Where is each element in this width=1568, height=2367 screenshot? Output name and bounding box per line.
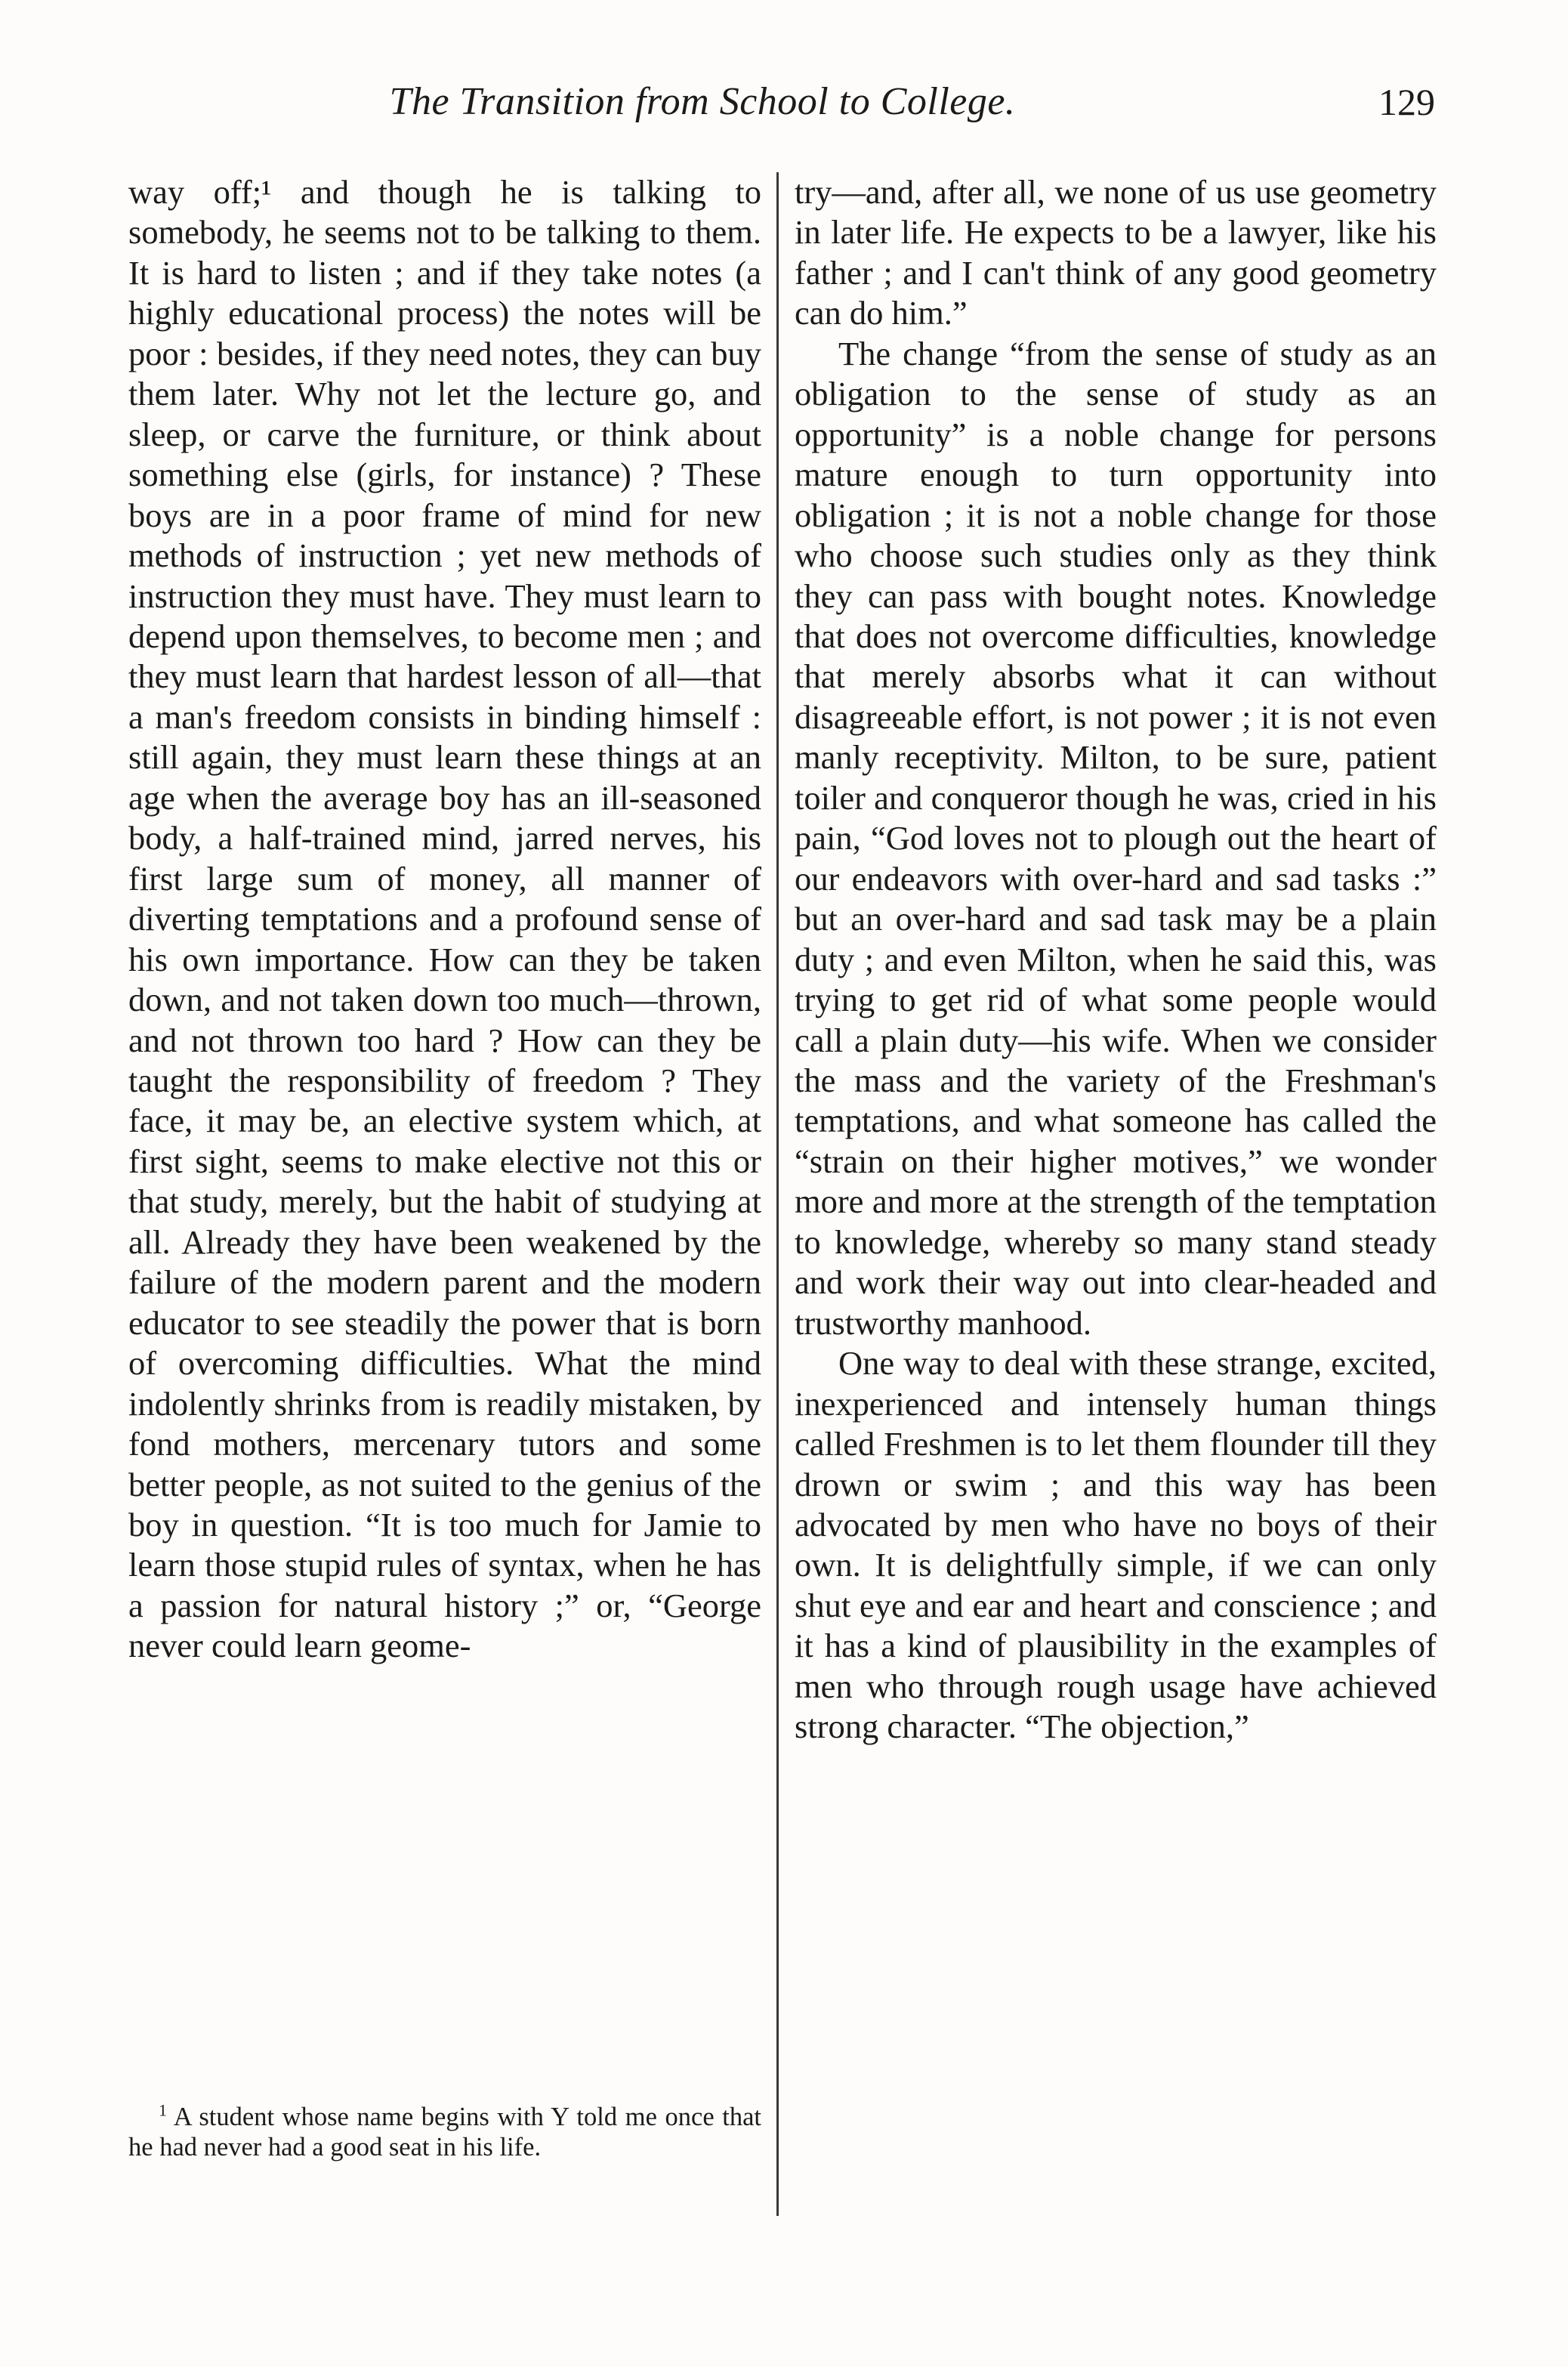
left-column bbox=[128, 172, 761, 1667]
running-title: The Transition from School to College. bbox=[389, 80, 1016, 123]
footnote bbox=[128, 2102, 761, 2162]
right-paragraph-1: try—and, after all, we none of us use geometry in later life. He expects to be a lawyer, like his father ; and I can't think of any good geometry can do him.” bbox=[795, 173, 1437, 332]
right-column bbox=[795, 172, 1437, 1747]
right-paragraph-2: The change “from the sense of study as an obligation to the sense of study as an opportunity” is a noble change for persons mature enough to turn opportunity into obligation ; it is not a noble change for those who choose such studies only as they think they can pass with bought notes. Knowledge that does not overcome difficulties, knowledge that merely absorbs what it can without disagreeable effort, is not power ; it is not even manly receptivity. Milton, to be sure, patient toiler and conqueror though he was, cried in his pain, “God loves not to plough out the heart of our endeavors with over-hard and sad tasks :” but an over-hard and sad task may be a plain duty ; and even Milton, when he said this, was trying to get rid of what some people would call a plain duty—his wife. When we consider the mass and the variety of the Freshman's temptations, and what someone has called the “strain on their higher motives,” we wonder more and more at the strength of the temptation to knowledge, whereby so many stand steady and work their way out into clear-headed and trustworthy manhood. bbox=[795, 334, 1437, 1342]
left-paragraph-1: way off;¹ and though he is talking to somebody, he seems not to be talking to them. It is hard to listen ; and if they take notes (a highly educational process) the notes will be poor : besides, if they need notes, they can buy them later. Why not let the lecture go, and sleep, or carve the furniture, or think about something else (girls, for instance) ? These boys are in a poor frame of mind for new methods of instruction ; yet new methods of instruction they must have. They must learn to depend upon themselves, to become men ; and they must learn that hardest lesson of all—that a man's freedom consists in binding himself : still again, they must learn these things at an age when the average boy has an ill-seasoned body, a half-trained mind, jarred nerves, his first large sum of money, all manner of diverting temptations and a profound sense of his own importance. How can they be taken down, and not taken down too much—thrown, and not thrown too hard ? How can they be taught the responsibility of freedom ? They face, it may be, an elective system which, at first sight, seems to make elective not this or that study, merely, but the habit of studying at all. Already they have been weakened by the failure of the modern parent and the modern educator to see steadily the power that is born of overcoming difficulties. What the mind indolently shrinks from is readily mistaken, by fond mothers, mercenary tutors and some better people, as not suited to the genius of the boy in question. “It is too much for Jamie to learn those stupid rules of syntax, when he has a passion for natural history ;” or, “George never could learn geome- bbox=[128, 173, 761, 1665]
right-paragraph-3: One way to deal with these strange, excited, inexperienced and intensely human things called Freshmen is to let them flounder till they drown or swim ; and this way has been advocated by men who have no boys of their own. It is delightfully simple, if we can only shut eye and ear and heart and conscience ; and it has a kind of plausibility in the examples of men who through rough usage have achieved strong character. “The objection,” bbox=[795, 1344, 1437, 1746]
page-header bbox=[128, 72, 1435, 132]
footnote-marker: 1 bbox=[159, 2100, 167, 2120]
page-number: 129 bbox=[1378, 81, 1435, 123]
column-divider bbox=[776, 172, 779, 2216]
footnote-text: A student whose name begins with Y told me once that he had never had a good seat in his life. bbox=[128, 2103, 761, 2162]
